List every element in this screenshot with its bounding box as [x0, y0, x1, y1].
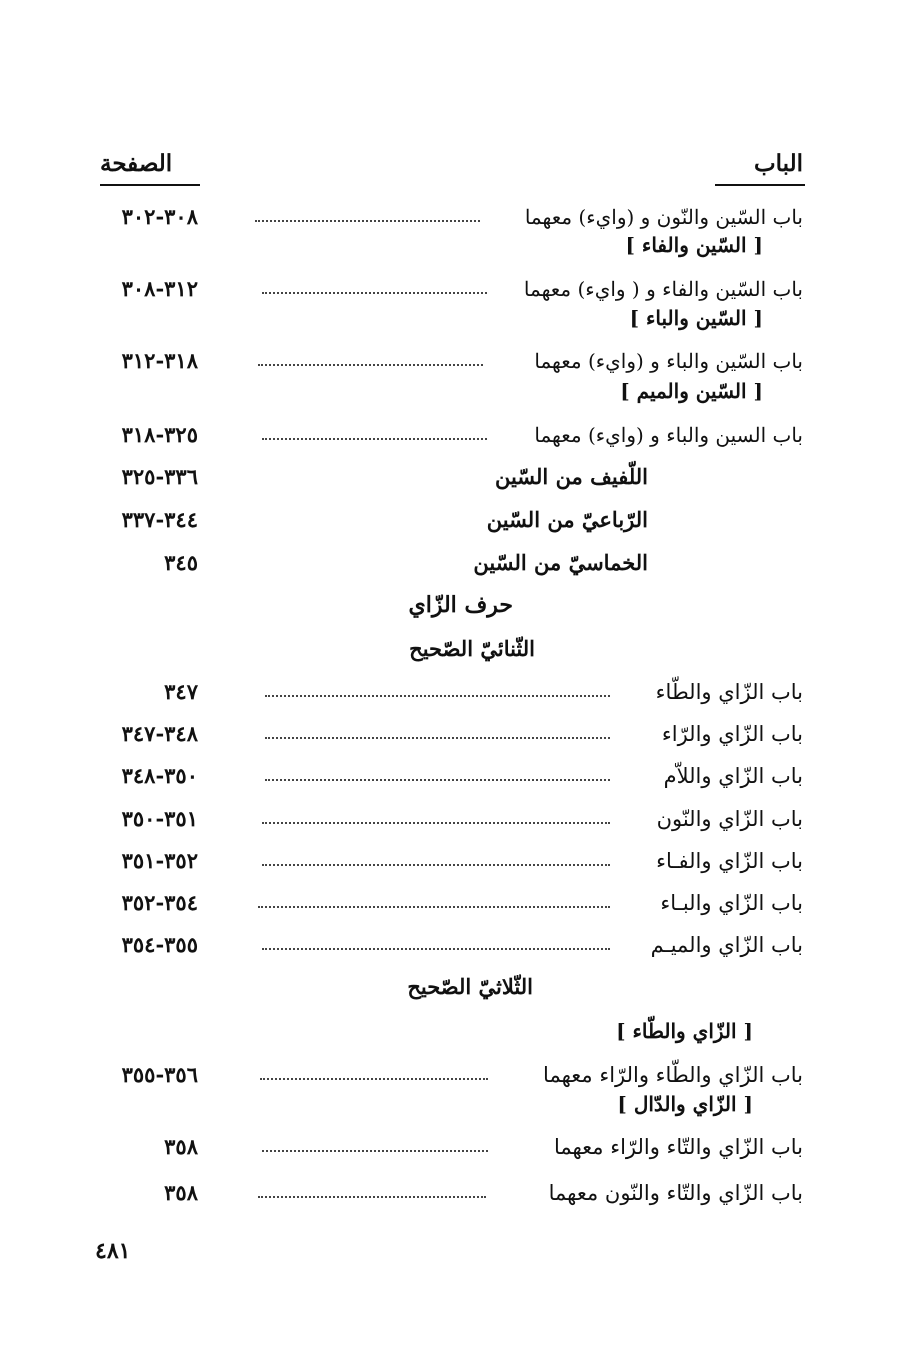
thulathi-heading: الثّلاثيّ الصّحيح [407, 974, 533, 999]
toc-entry-pages: ٣٥٠-٣٤٨ [121, 763, 198, 788]
toc-row[interactable] [0, 1130, 913, 1164]
toc-entry-pages: ٣١٢-٣٠٨ [121, 276, 198, 301]
leader-dots [262, 438, 487, 440]
section-row[interactable] [0, 546, 913, 580]
leader-dots [262, 1150, 488, 1152]
toc-entry-title: باب الزّاي والتّاء والرّاء معهما [553, 1135, 803, 1159]
section-title: اللّفيف من السّين [494, 464, 648, 489]
toc-entry-title: باب السين والباء و (واي‌ء) معهما [534, 423, 803, 447]
toc-entry-pages: ٣٥٤-٣٥٢ [121, 890, 198, 915]
toc-entry-title: باب الزّاي والطّاء [655, 680, 803, 704]
toc-row[interactable] [0, 1176, 913, 1210]
toc-row[interactable] [0, 1058, 913, 1092]
toc-row[interactable] [0, 344, 913, 378]
header-safha-underline [100, 184, 200, 186]
toc-entry-title: باب الزّاي والنّون [656, 807, 803, 831]
toc-row[interactable] [0, 200, 913, 234]
toc-row[interactable] [0, 717, 913, 751]
toc-row[interactable] [0, 802, 913, 836]
leader-dots [258, 1196, 486, 1198]
toc-row[interactable] [0, 886, 913, 920]
toc-entry-pages: ٣٥٦-٣٥٥ [121, 1062, 198, 1087]
toc-entry-title: باب الزّاي واللاّم [663, 764, 803, 788]
leader-dots [262, 822, 610, 824]
toc-entry-pages: ٣١٨-٣١٢ [121, 348, 198, 373]
toc-entry-pages: ٣٤٧ [164, 679, 198, 704]
toc-row[interactable] [0, 759, 913, 793]
leader-dots [260, 1078, 488, 1080]
section-row[interactable] [0, 460, 913, 494]
leader-dots [255, 220, 480, 222]
toc-entry-title: باب السّين والنّون و (واي‌ء) معهما [524, 205, 803, 229]
toc-entry-title: باب الزّاي والطّاء والرّاء معهما [543, 1063, 803, 1087]
toc-entry-title: باب الزّاي والتّاء والنّون معهما [548, 1181, 803, 1205]
toc-entry-title: باب الزّاي والفـاء [656, 849, 803, 873]
toc-entry-title: باب الزّاي والبـاء [660, 891, 803, 915]
toc-row[interactable] [0, 844, 913, 878]
subheading: [ السّين والباء ] [629, 306, 763, 330]
toc-entry-pages: ٣٥٨ [164, 1180, 198, 1205]
header-bab: الباب [754, 150, 803, 177]
toc-entry-pages: ٣٥١-٣٥٠ [121, 806, 198, 831]
toc-entry-pages: ٣٤٨-٣٤٧ [121, 721, 198, 746]
toc-entry-title: باب الزّاي والميـم [650, 933, 803, 957]
subheading: [ الزّاي والطّاء ] [616, 1019, 753, 1043]
toc-entry-title: باب السّين والباء و (واي‌ء) معهما [534, 349, 803, 373]
leader-dots [258, 364, 483, 366]
toc-entry-title: باب السّين والفاء و ( واي‌ء) معهما [523, 277, 803, 301]
leader-dots [262, 948, 610, 950]
page-number: ٤٨١ [95, 1238, 131, 1264]
toc-row[interactable] [0, 675, 913, 709]
subheading: [ السّين والفاء ] [625, 233, 763, 257]
leader-dots [265, 737, 610, 739]
section-pages: ٣٤٥ [164, 550, 198, 575]
section-pages: ٣٤٤-٣٣٧ [121, 507, 198, 532]
toc-entry-pages: ٣٠٨-٣٠٢ [121, 204, 198, 229]
toc-entry-pages: ٣٥٢-٣٥١ [121, 848, 198, 873]
leader-dots [262, 864, 610, 866]
section-title: الرّباعيّ من السّين [486, 507, 648, 532]
toc-entry-title: باب الزّاي والرّاء [661, 722, 803, 746]
letter-heading: حرف الزّاي [408, 592, 513, 618]
toc-row[interactable] [0, 928, 913, 962]
toc-row[interactable] [0, 272, 913, 306]
leader-dots [265, 779, 610, 781]
leader-dots [262, 292, 487, 294]
header-bab-underline [715, 184, 805, 186]
header-safha: الصفحة [100, 150, 173, 177]
section-title: الخماسيّ من السّين [473, 550, 648, 575]
leader-dots [258, 906, 610, 908]
thunai-heading: الثّنائيّ الصّحيح [409, 636, 535, 661]
subheading: [ الزّاي والدّال ] [617, 1092, 753, 1116]
toc-entry-pages: ٣٥٨ [164, 1134, 198, 1159]
section-row[interactable] [0, 503, 913, 537]
section-pages: ٣٣٦-٣٢٥ [121, 464, 198, 489]
toc-entry-pages: ٣٥٥-٣٥٤ [121, 932, 198, 957]
leader-dots [265, 695, 610, 697]
toc-row[interactable] [0, 418, 913, 452]
subheading: [ السّين والميم ] [620, 379, 763, 403]
toc-entry-pages: ٣٢٥-٣١٨ [121, 422, 198, 447]
